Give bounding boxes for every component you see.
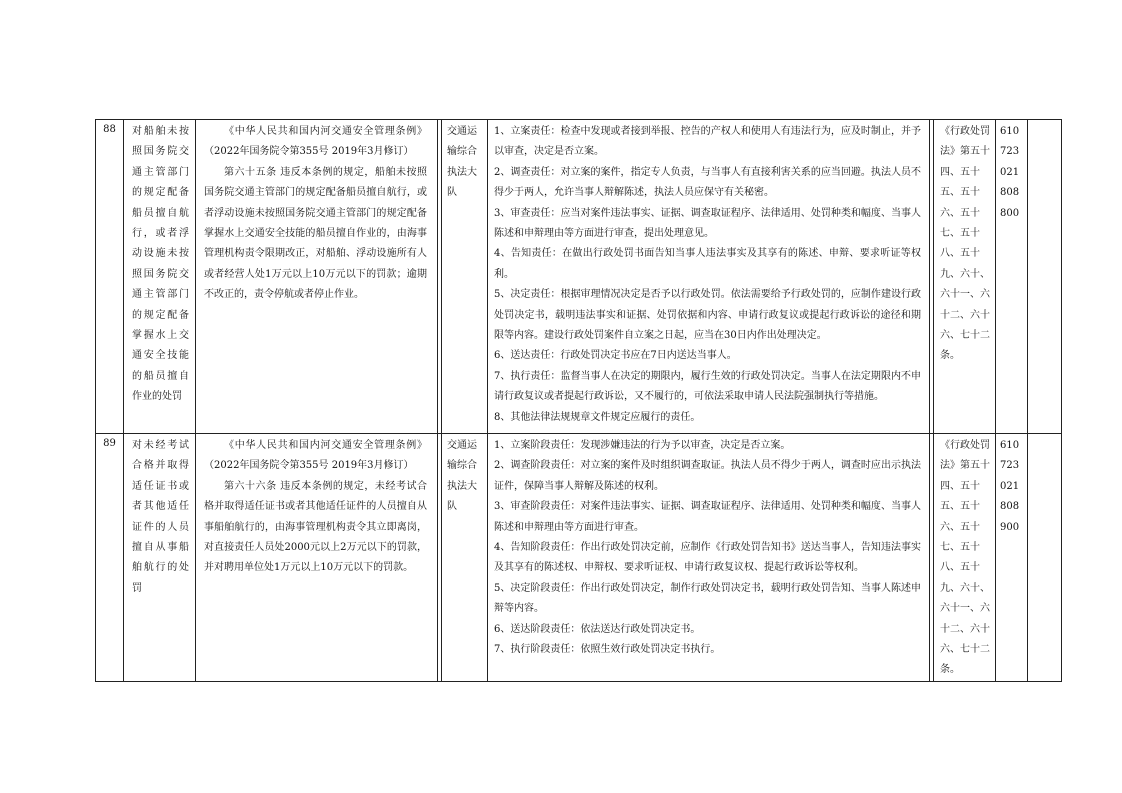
responsibility-item: 7、执行阶段责任：依照生效行政处罚决定书执行。 bbox=[494, 644, 721, 656]
row-number: 88 bbox=[96, 120, 124, 434]
responsibility-item: 6、送达责任：行政处罚决定书应在7日内送达当事人。 bbox=[494, 350, 737, 362]
reference-cell bbox=[934, 434, 996, 682]
legal-basis-title: 《中华人民共和国内河交通安全管理条例》（2022年国务院令第355号 2019年3月修订） bbox=[204, 440, 427, 472]
responsibility-cell bbox=[488, 120, 930, 434]
responsibility-item: 7、执行责任：监督当事人在决定的期限内，履行生效的行政处罚决定。当事人在法定期限内不申请行政复议或者提起行政诉讼，又不履行的，可依法采取申请人民法院强制执行等措施。 bbox=[494, 370, 921, 403]
responsibility-item: 4、告知责任：在做出行政处罚书面告知当事人违法事实及其享有的陈述、申辩、要求听证等权利。 bbox=[494, 248, 921, 280]
item-name-cell bbox=[124, 120, 196, 434]
legal-basis-title: 《中华人民共和国内河交通安全管理条例》（2022年国务院令第355号 2019年3月修订） bbox=[204, 126, 427, 158]
reference: 《行政处罚法》第五十四、五十五、五十六、五十七、五十八、五十九、六十、六十一、六十二、六十六、七十二条。 bbox=[940, 126, 990, 362]
responsibility-cell bbox=[488, 434, 930, 682]
department: 交通运输综合执法大队 bbox=[447, 440, 477, 513]
item-name: 对船舶未按照国务院交通主管部门的规定配备船员擅自航行，或者浮动设施未按照国务院交通主管部门的规定配备掌握水上交通安全技能的船员擅自作业的处罚 bbox=[132, 126, 189, 403]
power-list-table bbox=[95, 119, 1062, 682]
legal-basis-cell bbox=[196, 434, 438, 682]
item-name: 对未经考试合格并取得适任证书或者其他适任证件的人员擅自从事船舶航行的处罚 bbox=[132, 440, 189, 594]
responsibility-item: 2、调查责任：对立案的案件，指定专人负责，与当事人有直接利害关系的应当回避。执法人员不得少于两人，允许当事人辩解陈述，执法人员应保守有关秘密。 bbox=[494, 166, 921, 199]
legal-basis-text: 第六十六条 违反本条例的规定，未经考试合格并取得适任证书或者其他适任证件的人员擅自从事船舶航行的，由海事管理机构责令其立即离岗，对直接责任人员处2000元以上2万元以下的罚款，并对聘用单位处1万元以上10万元以下的罚款。 bbox=[204, 480, 427, 574]
reference-cell bbox=[934, 120, 996, 434]
table-row bbox=[96, 120, 1062, 434]
department: 交通运输综合执法大队 bbox=[447, 126, 477, 199]
note-cell bbox=[1028, 120, 1062, 434]
item-name-cell bbox=[124, 434, 196, 682]
responsibility-item: 2、调查阶段责任：对立案的案件及时组织调查取证。执法人员不得少于两人，调查时应出示执法证件，保障当事人辩解及陈述的权利。 bbox=[494, 460, 921, 492]
code-cell bbox=[996, 434, 1028, 682]
item-code: 610723021808800 bbox=[1000, 126, 1020, 219]
responsibility-item: 5、决定阶段责任：作出行政处罚决定，制作行政处罚决定书，载明行政处罚告知、当事人陈述申辩等内容。 bbox=[494, 582, 921, 615]
responsibility-item: 1、立案责任：检查中发现或者接到举报、控告的产权人和使用人有违法行为，应及时制止，并予以审查，决定是否立案。 bbox=[494, 126, 921, 158]
department-cell bbox=[442, 434, 488, 682]
legal-basis-cell bbox=[196, 120, 438, 434]
responsibility-item: 3、审查阶段责任：对案件违法事实、证据、调查取证程序、法律适用、处罚种类和幅度、当事人陈述和申辩理由等方面进行审查。 bbox=[494, 501, 921, 533]
row-number: 89 bbox=[96, 434, 124, 682]
item-code: 610723021808900 bbox=[1000, 440, 1020, 533]
department-cell bbox=[442, 120, 488, 434]
reference: 《行政处罚法》第五十四、五十五、五十六、五十七、五十八、五十九、六十、六十一、六十二、六十六、七十二条。 bbox=[940, 440, 990, 676]
responsibility-item: 5、决定责任：根据审理情况决定是否予以行政处罚。依法需要给予行政处罚的，应制作建设行政处罚决定书，载明违法事实和证据、处罚依据和内容、申请行政复议或提起行政诉讼的途径和期限等内容。建设行政处罚案件自立案之日起，应当在30日内作出处理决定。 bbox=[494, 289, 921, 342]
legal-basis-text: 第六十五条 违反本条例的规定，船舶未按照国务院交通主管部门的规定配备船员擅自航行，或者浮动设施未按照国务院交通主管部门的规定配备掌握水上交通安全技能的船员擅自作业的，由海事管理机构责令限期改正，对船舶、浮动设施所有人或者经营人处1万元以上10万元以下的罚款；逾期不改正的，责令停航或者停止作业。 bbox=[204, 166, 427, 301]
responsibility-item: 4、告知阶段责任：作出行政处罚决定前，应制作《行政处罚告知书》送达当事人，告知违法事实及其享有的陈述权、申辩权、要求听证权、申请行政复议权、提起行政诉讼等权利。 bbox=[494, 542, 921, 574]
code-cell bbox=[996, 120, 1028, 434]
responsibility-item: 3、审查责任：应当对案件违法事实、证据、调查取证程序、法律适用、处罚种类和幅度、当事人陈述和申辩理由等方面进行审查，提出处理意见。 bbox=[494, 207, 921, 240]
responsibility-item: 1、立案阶段责任：发现涉嫌违法的行为予以审查，决定是否立案。 bbox=[494, 440, 791, 451]
responsibility-item: 8、其他法律法规规章文件规定应履行的责任。 bbox=[494, 411, 701, 423]
note-cell bbox=[1028, 434, 1062, 682]
table-row bbox=[96, 434, 1062, 682]
responsibility-item: 6、送达阶段责任：依法送达行政处罚决定书。 bbox=[494, 623, 701, 635]
